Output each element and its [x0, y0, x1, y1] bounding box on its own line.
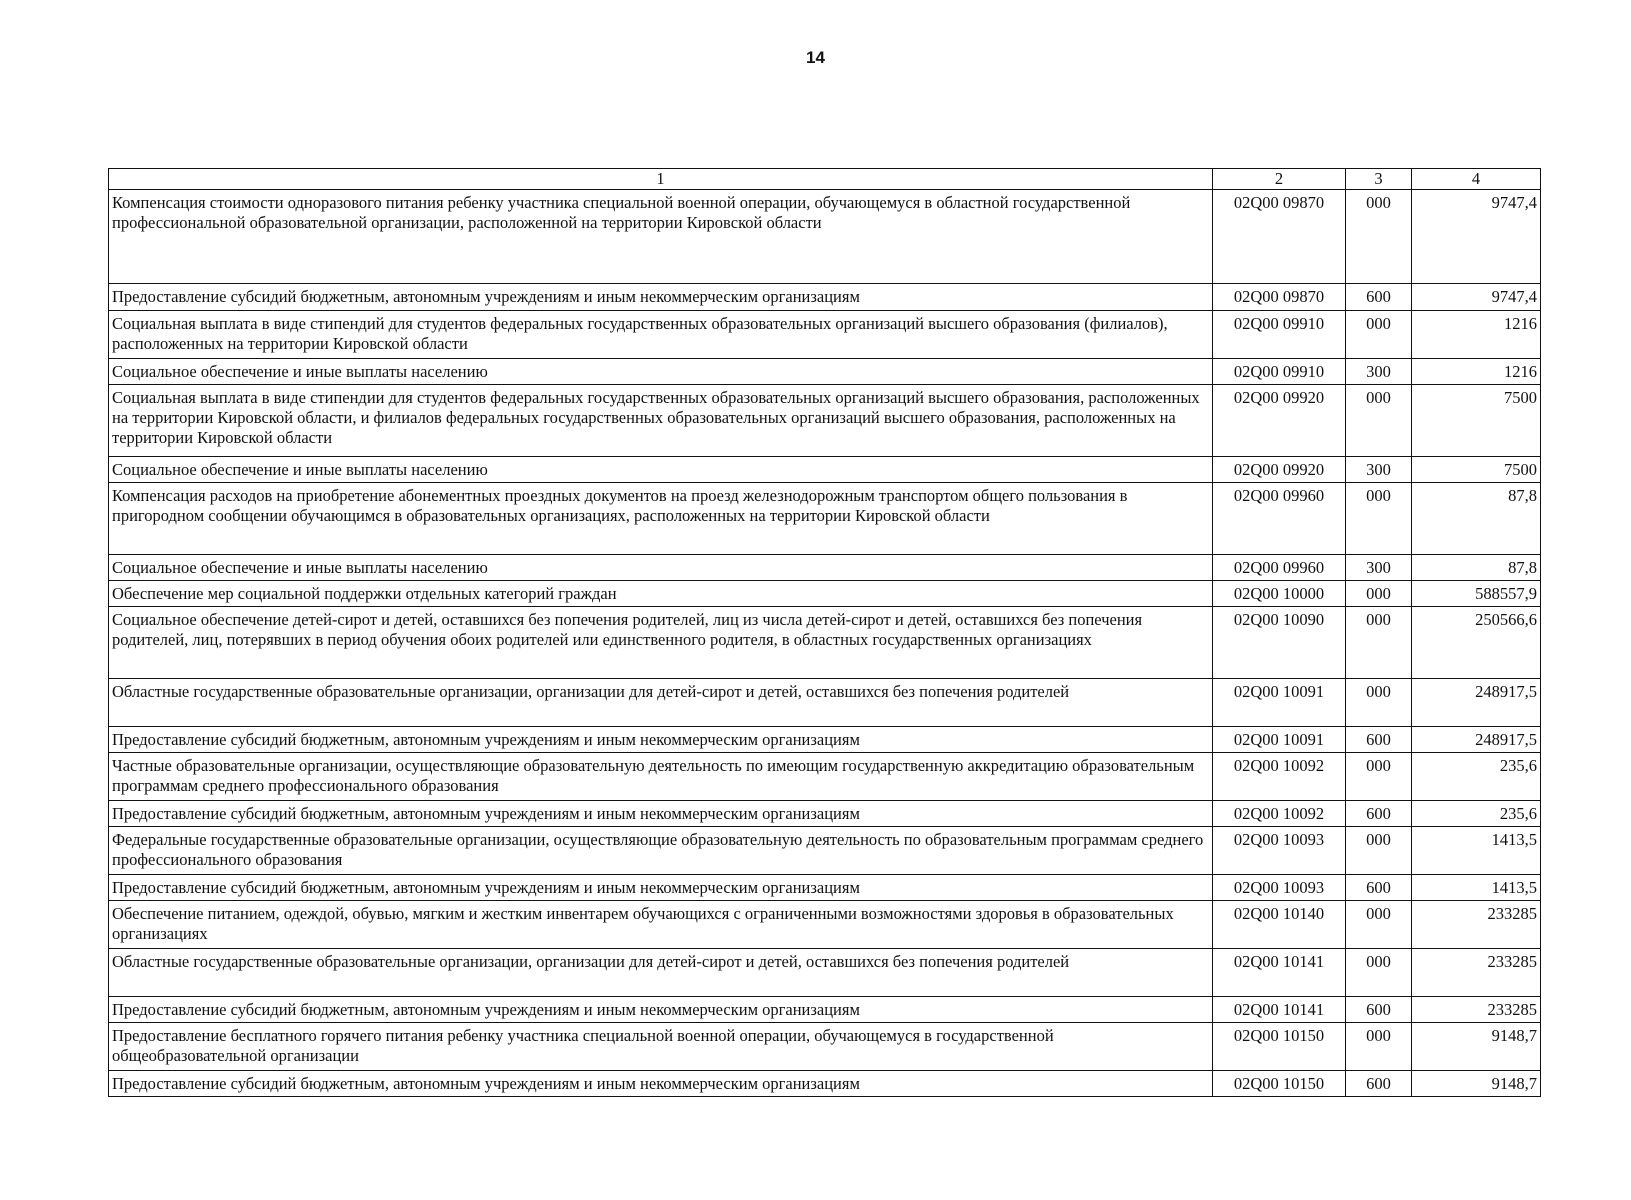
row-code: 02Q00 09910 [1213, 311, 1346, 359]
table-row [109, 581, 1541, 607]
row-amount: 588557,9 [1412, 581, 1541, 607]
table-row [109, 949, 1541, 997]
row-name: Обеспечение мер социальной поддержки отдельных категорий граждан [109, 581, 1213, 607]
row-type: 000 [1346, 753, 1412, 801]
table-row [109, 284, 1541, 311]
table-row [109, 385, 1541, 457]
row-amount: 7500 [1412, 385, 1541, 457]
row-name: Предоставление субсидий бюджетным, автономным учреждениям и иным некоммерческим организациям [109, 1071, 1213, 1097]
row-type: 300 [1346, 359, 1412, 385]
row-amount: 87,8 [1412, 483, 1541, 555]
row-amount: 1216 [1412, 311, 1541, 359]
page-number: 14 [806, 48, 825, 67]
table-row [109, 679, 1541, 727]
row-code: 02Q00 10092 [1213, 753, 1346, 801]
table-row [109, 190, 1541, 284]
row-code: 02Q00 10092 [1213, 801, 1346, 827]
row-name: Предоставление субсидий бюджетным, автономным учреждениям и иным некоммерческим организациям [109, 727, 1213, 753]
header-row [109, 169, 1541, 190]
row-name: Компенсация стоимости одноразового питания ребенку участника специальной военной операции, обучающемуся в областной государственной профессиональной образовательной организации, расположенной на территории Кировской области [109, 190, 1213, 284]
row-amount: 9148,7 [1412, 1023, 1541, 1071]
row-code: 02Q00 10091 [1213, 727, 1346, 753]
row-name: Частные образовательные организации, осуществляющие образовательную деятельность по имеющим государственную аккредитацию образовательным программам среднего профессионального образования [109, 753, 1213, 801]
row-code: 02Q00 10093 [1213, 827, 1346, 875]
row-name: Социальное обеспечение и иные выплаты населению [109, 457, 1213, 483]
row-code: 02Q00 09870 [1213, 190, 1346, 284]
row-amount: 1413,5 [1412, 875, 1541, 901]
row-amount: 233285 [1412, 901, 1541, 949]
table-row [109, 311, 1541, 359]
row-amount: 235,6 [1412, 801, 1541, 827]
row-amount: 1216 [1412, 359, 1541, 385]
row-amount: 233285 [1412, 949, 1541, 997]
row-name: Предоставление бесплатного горячего питания ребенку участника специальной военной операции, обучающемуся в государственной общеобразовательной организации [109, 1023, 1213, 1071]
row-name: Социальная выплата в виде стипендий для студентов федеральных государственных образовательных организаций высшего образования (филиалов), расположенных на территории Кировской области [109, 311, 1213, 359]
table-row [109, 901, 1541, 949]
row-name: Социальное обеспечение и иные выплаты населению [109, 359, 1213, 385]
row-type: 300 [1346, 457, 1412, 483]
row-type: 000 [1346, 581, 1412, 607]
table-row [109, 1071, 1541, 1097]
row-code: 02Q00 10150 [1213, 1071, 1346, 1097]
table-body [109, 190, 1541, 1097]
row-type: 000 [1346, 190, 1412, 284]
row-name: Областные государственные образовательные организации, организации для детей-сирот и детей, оставшихся без попечения родителей [109, 949, 1213, 997]
row-type: 300 [1346, 555, 1412, 581]
row-code: 02Q00 10141 [1213, 997, 1346, 1023]
row-type: 000 [1346, 901, 1412, 949]
table-row [109, 997, 1541, 1023]
row-name: Предоставление субсидий бюджетным, автономным учреждениям и иным некоммерческим организациям [109, 875, 1213, 901]
row-amount: 248917,5 [1412, 679, 1541, 727]
row-code: 02Q00 09920 [1213, 385, 1346, 457]
table-row [109, 801, 1541, 827]
table-row [109, 875, 1541, 901]
row-type: 000 [1346, 949, 1412, 997]
row-name: Обеспечение питанием, одеждой, обувью, мягким и жестким инвентарем обучающихся с ограниченными возможностями здоровья в образовательных организациях [109, 901, 1213, 949]
header-col-4: 4 [1412, 169, 1541, 190]
header-col-2: 2 [1213, 169, 1346, 190]
row-name: Областные государственные образовательные организации, организации для детей-сирот и детей, оставшихся без попечения родителей [109, 679, 1213, 727]
row-code: 02Q00 10150 [1213, 1023, 1346, 1071]
row-amount: 7500 [1412, 457, 1541, 483]
row-type: 000 [1346, 385, 1412, 457]
row-amount: 87,8 [1412, 555, 1541, 581]
row-code: 02Q00 10000 [1213, 581, 1346, 607]
row-type: 600 [1346, 1071, 1412, 1097]
row-amount: 248917,5 [1412, 727, 1541, 753]
row-type: 000 [1346, 679, 1412, 727]
row-amount: 1413,5 [1412, 827, 1541, 875]
row-type: 600 [1346, 875, 1412, 901]
table-row [109, 753, 1541, 801]
row-amount: 9747,4 [1412, 190, 1541, 284]
row-code: 02Q00 09920 [1213, 457, 1346, 483]
row-code: 02Q00 09870 [1213, 284, 1346, 311]
table-row [109, 457, 1541, 483]
row-type: 600 [1346, 284, 1412, 311]
row-type: 600 [1346, 727, 1412, 753]
row-name: Компенсация расходов на приобретение абонементных проездных документов на проезд железнодорожным транспортом общего пользования в пригородном сообщении обучающимся в образовательных организациях, расположенных на территории Кировской области [109, 483, 1213, 555]
row-code: 02Q00 10091 [1213, 679, 1346, 727]
row-type: 000 [1346, 607, 1412, 679]
row-amount: 233285 [1412, 997, 1541, 1023]
row-code: 02Q00 10090 [1213, 607, 1346, 679]
table-row [109, 727, 1541, 753]
table-header [109, 169, 1541, 190]
row-name: Социальное обеспечение и иные выплаты населению [109, 555, 1213, 581]
row-code: 02Q00 09910 [1213, 359, 1346, 385]
row-type: 000 [1346, 483, 1412, 555]
row-type: 000 [1346, 827, 1412, 875]
table-row [109, 1023, 1541, 1071]
table-row [109, 827, 1541, 875]
header-col-1: 1 [109, 169, 1213, 190]
table-row [109, 555, 1541, 581]
row-code: 02Q00 10141 [1213, 949, 1346, 997]
row-code: 02Q00 10140 [1213, 901, 1346, 949]
row-name: Предоставление субсидий бюджетным, автономным учреждениям и иным некоммерческим организациям [109, 801, 1213, 827]
row-type: 600 [1346, 801, 1412, 827]
row-type: 600 [1346, 997, 1412, 1023]
table-row [109, 483, 1541, 555]
row-code: 02Q00 09960 [1213, 555, 1346, 581]
row-type: 000 [1346, 1023, 1412, 1071]
row-code: 02Q00 10093 [1213, 875, 1346, 901]
header-col-3: 3 [1346, 169, 1412, 190]
table-row [109, 607, 1541, 679]
row-amount: 9148,7 [1412, 1071, 1541, 1097]
row-name: Социальная выплата в виде стипендии для студентов федеральных государственных образовательных организаций высшего образования, расположенных на территории Кировской области, и филиалов федеральных государственных образовательных организаций высшего образования, расположенных на территории Кировской области [109, 385, 1213, 457]
row-amount: 235,6 [1412, 753, 1541, 801]
row-name: Предоставление субсидий бюджетным, автономным учреждениям и иным некоммерческим организациям [109, 997, 1213, 1023]
row-amount: 9747,4 [1412, 284, 1541, 311]
budget-table [108, 168, 1541, 1097]
row-name: Федеральные государственные образовательные организации, осуществляющие образовательную деятельность по образовательным программам среднего профессионального образования [109, 827, 1213, 875]
row-name: Предоставление субсидий бюджетным, автономным учреждениям и иным некоммерческим организациям [109, 284, 1213, 311]
row-code: 02Q00 09960 [1213, 483, 1346, 555]
row-type: 000 [1346, 311, 1412, 359]
row-amount: 250566,6 [1412, 607, 1541, 679]
row-name: Социальное обеспечение детей-сирот и детей, оставшихся без попечения родителей, лиц из числа детей-сирот и детей, оставшихся без попечения родителей, лиц, потерявших в период обучения обоих родителей или единственного родителя, в областных государственных организациях [109, 607, 1213, 679]
table-row [109, 359, 1541, 385]
